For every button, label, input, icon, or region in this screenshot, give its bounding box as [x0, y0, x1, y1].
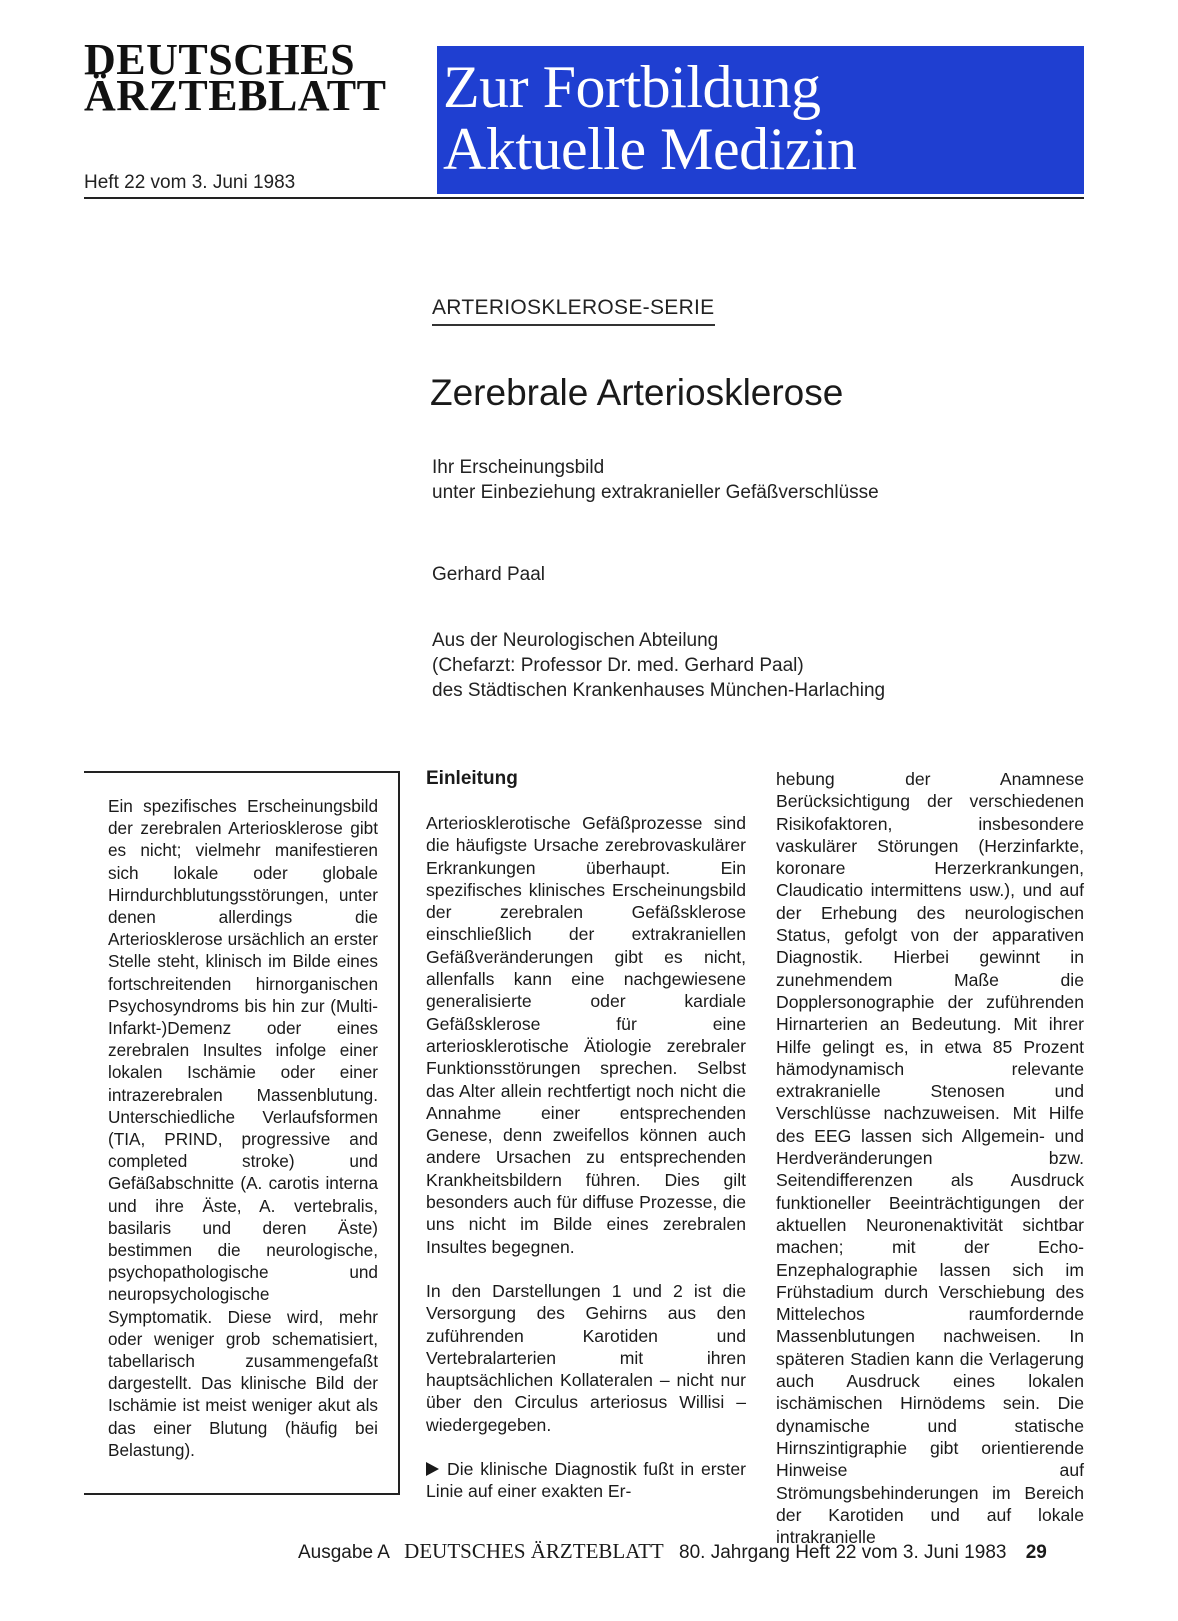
abstract-text: Ein spezifisches Erscheinungsbild der zerebralen Arteriosklerose gibt es nicht; vielmehr manifestieren sich lokale oder globale Hirndurchblutungsstörungen, unter denen allerdings die Arteriosklerose ursächlich an erster Stelle steht, klinisch im Bilde eines fortschreitenden hirnorganischen Psychosyndroms bis hin zur (Multi-Infarkt-)Demenz oder eines zerebralen Insultes infolge einer lokalen Ischämie oder einer intrazerebralen Massenblutung. Unterschiedliche Verlaufsformen (TIA, PRIND, progressive and completed stroke) und Gefäßabschnitte (A. carotis interna und ihre Äste, A. vertebralis, basilaris und deren Äste) bestimmen die neurologische, psychopathologische und neuropsychologische Symptomatik. Diese wird, mehr oder weniger grob schematisiert, tabellarisch zusammengefaßt dargestellt. Das klinische Bild der Ischämie ist meist weniger akut als das einer Blutung (häufig bei Belastung). [108, 796, 378, 1460]
banner-line-2: Aktuelle Medizin [443, 116, 857, 182]
triangle-bullet-icon [426, 1462, 439, 1476]
affiliation-line-1: Aus der Neurologischen Abteilung [432, 630, 719, 651]
affiliation-line-2: (Chefarzt: Professor Dr. med. Gerhard Paal) [432, 655, 804, 676]
subtitle-line-2: unter Einbeziehung extrakranieller Gefäßverschlüsse [432, 482, 879, 503]
article-subtitle [432, 455, 879, 505]
body-paragraph-continued: hebung der Anamnese Berücksichtigung der verschiedenen Risikofaktoren, insbesondere vaskulärer Störungen (Herzinfarkte, koronare Herzerkrankungen, Claudicatio intermittens usw.), und auf der Erhebung des neurologischen Status, gefolgt von der apparativen Diagnostik. Hierbei gewinnt in zunehmendem Maße die Dopplersonographie der zuführenden Hirnarterien an Bedeutung. Mit ihrer Hilfe gelingt es, in etwa 85 Prozent hämodynamisch relevante extrakranielle Stenosen und Verschlüsse nachzuweisen. Mit Hilfe des EEG lassen sich Allgemein- und Herdveränderungen bzw. Seitendifferenzen als Ausdruck funktioneller Beeinträchtigungen der aktuellen Neuronenaktivität sichtbar machen; mit der Echo-Enzephalographie lassen sich im Frühstadium durch Verschiebung des Mittelechos raumfordernde Massenblutungen nachweisen. In späteren Stadien kann die Verlagerung auch Ausdruck eines lokalen ischämischen Hirnödems sein. Die dynamische und statische Hirnszintigraphie gibt orientierende Hinweise auf Strömungsbehinderungen im Bereich der Karotiden und auf lokale intrakranielle [776, 769, 1084, 1548]
body-column-3 [776, 768, 1084, 1570]
affiliation [432, 628, 885, 703]
body-column-2 [426, 812, 746, 1525]
body-paragraph-2: In den Darstellungen 1 und 2 ist die Versorgung des Gehirns aus den zuführenden Karotiden und Vertebralarterien mit ihren hauptsächlichen Kollateralen – nicht nur über den Circulus arteriosus Willisi – wiedergegeben. [426, 1280, 746, 1435]
section-heading: Einleitung [426, 768, 518, 789]
series-label: ARTERIOSKLEROSE-SERIE [432, 296, 715, 326]
body-paragraph-3-text: Die klinische Diagnostik fußt in erster Linie auf einer exakten Er- [426, 1459, 746, 1502]
banner-line-1: Zur Fortbildung [443, 54, 821, 120]
subtitle-line-1: Ihr Erscheinungsbild [432, 457, 605, 478]
affiliation-line-3: des Städtischen Krankenhauses München-Harlaching [432, 680, 886, 701]
header-rule [84, 197, 1084, 199]
body-paragraph-1: Arteriosklerotische Gefäßprozesse sind die häufigste Ursache zerebrovaskulärer Erkrankungen überhaupt. Ein spezifisches klinisches Erscheinungsbild der zerebralen Gefäßsklerose einschließlich der extrakraniellen Gefäßveränderungen gibt es nicht, allenfalls kann eine nachgewiesene generalisierte oder kardiale Gefäßsklerose für eine arteriosklerotische Ätiologie zerebraler Funktionsstörungen sprechen. Selbst das Alter allein rechtfertigt noch nicht die Annahme einer entsprechenden Genese, denn zweifellos können auch andere Ursachen zu entsprechenden Krankheitsbildern führen. Dies gilt besonders auch für diffuse Prozesse, die uns nicht im Bilde eines zerebralen Insultes begegnen. [426, 813, 746, 1257]
issue-date: Heft 22 vom 3. Juni 1983 [84, 172, 296, 193]
body-paragraph-3 [426, 1458, 746, 1503]
abstract-box [84, 771, 400, 1495]
section-banner [437, 46, 1084, 194]
masthead-line-1: DEUTSCHES [84, 35, 356, 84]
masthead-line-2: ÄRZTEBLATT [84, 71, 387, 120]
footer-issue: 80. Jahrgang Heft 22 vom 3. Juni 1983 [679, 1542, 1007, 1563]
footer-journal: DEUTSCHES ÄRZTEBLATT [404, 1539, 664, 1563]
page-footer [298, 1539, 1047, 1564]
page-number: 29 [1025, 1542, 1047, 1563]
journal-masthead [84, 35, 414, 120]
article-title: Zerebrale Arteriosklerose [430, 372, 844, 413]
footer-edition: Ausgabe A [298, 1542, 389, 1563]
author-name: Gerhard Paal [432, 564, 546, 585]
